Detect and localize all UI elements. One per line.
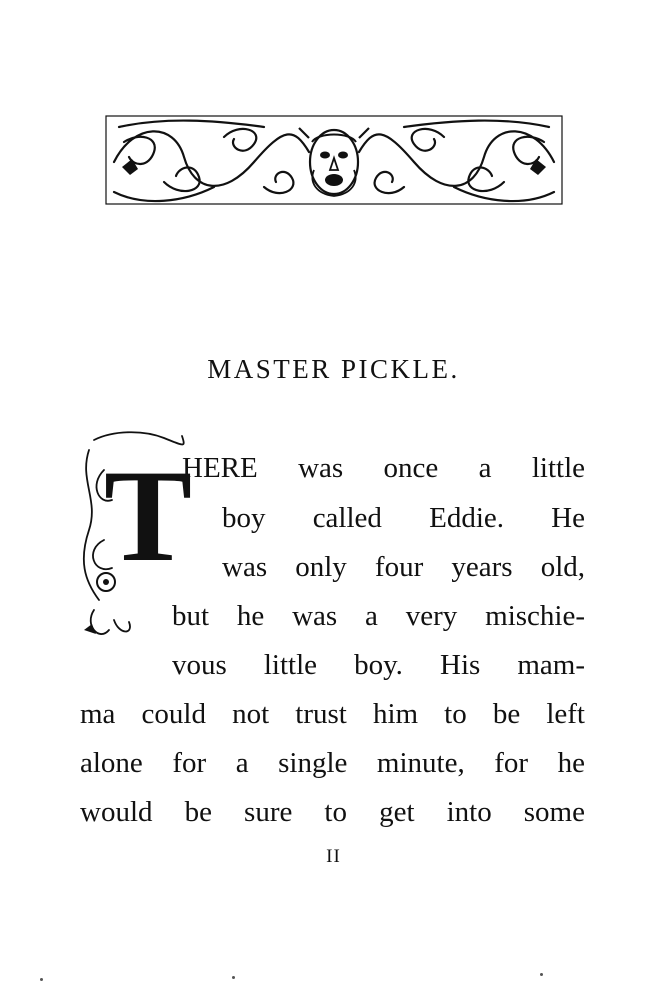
left-curl-3 <box>224 129 256 151</box>
paper-speck <box>540 973 543 976</box>
left-lower-vine <box>114 187 214 201</box>
left-leaf <box>122 159 138 175</box>
right-scroll-main <box>359 131 554 186</box>
paper-speck <box>232 976 235 979</box>
right-curl-4 <box>375 172 404 193</box>
grotesque-mask-icon <box>299 128 369 196</box>
drop-cap-letter: T <box>104 442 193 589</box>
right-leaf <box>530 159 546 175</box>
body-line-2: boy called Eddie. He <box>222 502 585 534</box>
body-line-1: HERE was once a little <box>182 452 585 484</box>
right-upper-vine <box>404 121 549 127</box>
dropcap-left-vine <box>84 450 99 600</box>
dropcap-curl-4 <box>114 620 130 632</box>
left-upper-vine <box>119 121 264 127</box>
right-curl-2 <box>468 167 504 191</box>
right-lower-vine <box>454 187 554 201</box>
paper-speck <box>40 978 43 981</box>
chapter-title: MASTER PICKLE. <box>207 354 460 384</box>
body-line-8: would be sure to get into some <box>80 796 585 828</box>
left-curl-2 <box>164 167 200 191</box>
body-line-3: was only four years old, <box>222 551 585 583</box>
body-line-6: ma could not trust him to be left <box>80 698 585 730</box>
ornamental-headpiece <box>104 112 564 212</box>
body-line-4: but he was a very mischie- <box>172 600 585 632</box>
right-curl-3 <box>412 129 444 151</box>
page-number: II <box>326 846 341 867</box>
left-scroll-main <box>114 131 309 186</box>
body-line-5: vous little boy. His mam- <box>172 649 585 681</box>
left-curl-4 <box>264 172 293 193</box>
body-line-7: alone for a single minute, for he <box>80 747 585 779</box>
